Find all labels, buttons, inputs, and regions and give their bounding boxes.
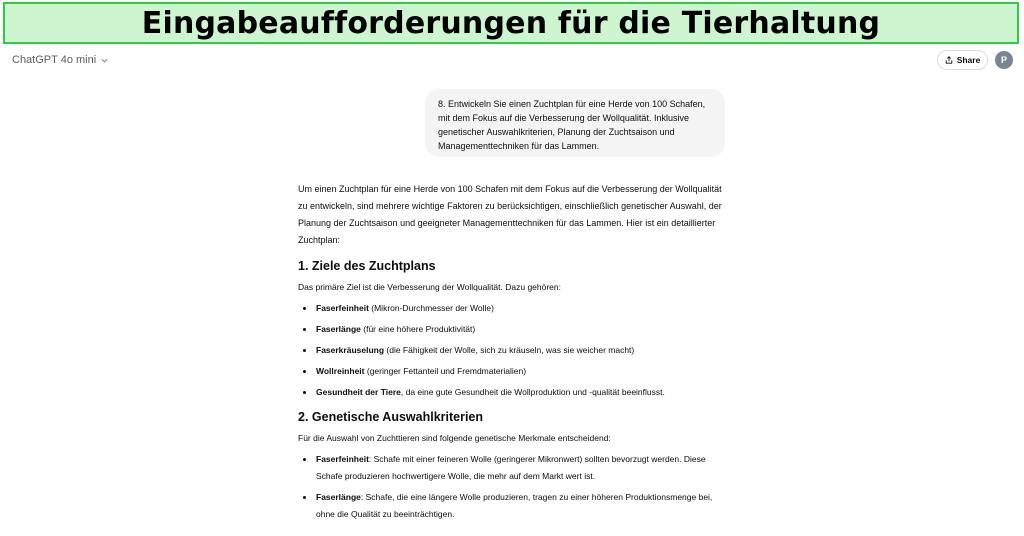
banner-title: Eingabeaufforderungen für die Tierhaltung bbox=[141, 5, 881, 41]
section-lead-goals: Das primäre Ziel ist die Verbesserung der Wollqualität. Dazu gehören: bbox=[298, 282, 562, 292]
section-heading-genetics: 2. Genetische Auswahlkriterien bbox=[298, 410, 484, 424]
share-button[interactable] bbox=[937, 50, 988, 70]
genetics-list bbox=[298, 451, 723, 523]
list-item: Faserkräuselung (die Fähigkeit der Wolle, sich zu kräuseln, was sie weicher macht) bbox=[298, 342, 723, 359]
model-label: ChatGPT 4o mini bbox=[12, 54, 97, 66]
avatar[interactable] bbox=[995, 51, 1013, 69]
section-lead-genetics: Für die Auswahl von Zuchttieren sind folgende genetische Merkmale entscheidend: bbox=[298, 433, 611, 443]
share-icon bbox=[945, 56, 953, 64]
list-item: Gesundheit der Tiere, da eine gute Gesundheit die Wollproduktion und -qualität beeinflusst. bbox=[298, 384, 723, 401]
share-label: Share bbox=[956, 55, 981, 65]
list-item: Faserfeinheit (Mikron-Durchmesser der Wolle) bbox=[298, 300, 723, 317]
goals-list bbox=[298, 300, 723, 401]
response-intro: Um einen Zuchtplan für eine Herde von 100 Schafen mit dem Fokus auf die Verbesserung der Wollqualität zu entwickeln, sind mehrere wichtige Faktoren zu berücksichtigen, einschließlich genetischer Auswahl, der Planung der Zuchtsaison und geeigneter Managementtechniken für das Lammen. Hier ist ein detaillierter Zuchtplan: bbox=[298, 184, 722, 245]
list-item: Faserlänge: Schafe, die eine längere Wolle produzieren, tragen zu einer höheren Produktionsmenge bei, ohne die Qualität zu beeinträchtigen. bbox=[298, 489, 723, 523]
list-item: Faserfeinheit: Schafe mit einer feineren Wolle (geringerer Mikronwert) sollten bevorzugt werden. Diese Schafe produzieren hochwertigere Wolle, die mehr auf dem Markt wert ist. bbox=[298, 451, 723, 485]
section-heading-goals: 1. Ziele des Zuchtplans bbox=[298, 259, 436, 273]
chat-header bbox=[0, 48, 1024, 74]
chevron-down-icon bbox=[100, 56, 109, 65]
list-item: Wollreinheit (geringer Fettanteil und Fremdmaterialien) bbox=[298, 363, 723, 380]
user-message-text: 8. Entwickeln Sie einen Zuchtplan für eine Herde von 100 Schafen, mit dem Fokus auf die Verbesserung der Wollqualität. Inklusive genetischer Auswahlkriterien, Planung der Zuchtsaison und Managementtechniken für das Lammen. bbox=[438, 99, 706, 151]
avatar-letter: P bbox=[1000, 55, 1007, 65]
model-selector[interactable] bbox=[12, 54, 109, 66]
assistant-response bbox=[298, 181, 723, 527]
user-message-bubble bbox=[425, 89, 725, 157]
title-banner bbox=[3, 2, 1019, 44]
list-item: Faserlänge (für eine höhere Produktivität) bbox=[298, 321, 723, 338]
